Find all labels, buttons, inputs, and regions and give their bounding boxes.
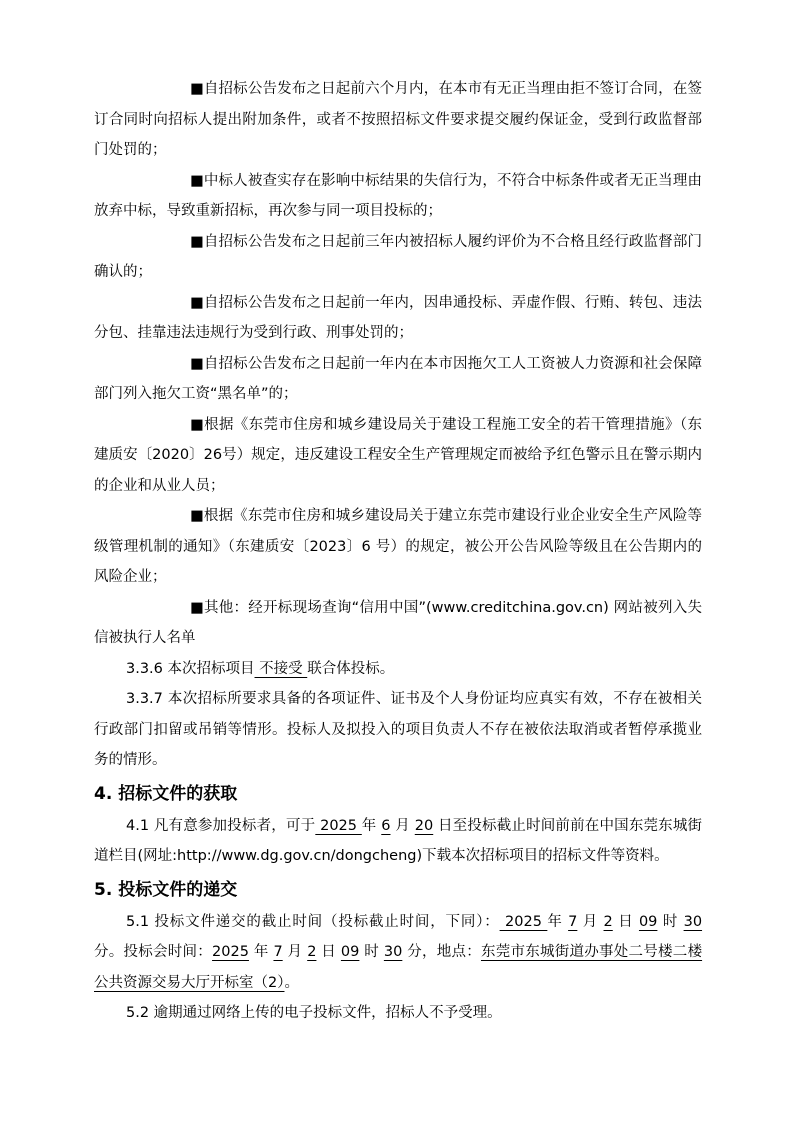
bullet-paragraph bbox=[94, 227, 702, 288]
text-run: ■其他：经开标现场查询“信用中国”(www.creditchina.gov.cn) 网站被列入失信被执行人名单 bbox=[94, 599, 702, 646]
text-run: 。 bbox=[284, 974, 299, 991]
filled-blank: 2 bbox=[307, 944, 317, 960]
filled-blank: 2025 bbox=[499, 913, 548, 930]
text-run: 月 bbox=[390, 817, 415, 834]
text-run: 分，地点： bbox=[402, 944, 481, 960]
document-body bbox=[94, 74, 702, 1029]
text-run: ■自招标公告发布之日起前一年内，因串通投标、弄虚作假、行贿、转包、违法分包、挂靠违法违规行为受到行政、刑事处罚的； bbox=[94, 294, 702, 341]
bullet-paragraph bbox=[94, 410, 702, 502]
filled-blank: 09 bbox=[340, 944, 360, 960]
text-run: 月 bbox=[577, 913, 604, 930]
filled-blank: 30 bbox=[683, 913, 703, 930]
bullet-paragraph bbox=[94, 288, 702, 349]
text-run: 4. 招标文件的获取 bbox=[94, 783, 238, 804]
text-run: 年 bbox=[361, 817, 382, 834]
text-run: 年 bbox=[547, 913, 569, 930]
text-run: 日 bbox=[316, 944, 341, 960]
text-run: 5. 投标文件的递交 bbox=[94, 879, 238, 900]
text-run: 4.1 凡有意参加投标者，可于 bbox=[126, 817, 316, 834]
text-run: ■自招标公告发布之日起前一年内在本市因拖欠工人工资被人力资源和社会保障部门列入拖欠工资“黑名单”的； bbox=[94, 355, 702, 402]
text-run: 3.3.6 本次招标项目 bbox=[126, 660, 255, 677]
text-run: 日 bbox=[612, 913, 639, 930]
text-run: 联合体投标。 bbox=[307, 660, 395, 677]
bullet-paragraph bbox=[94, 166, 702, 227]
text-run: 时 bbox=[359, 944, 384, 960]
filled-blank: 30 bbox=[383, 944, 403, 960]
filled-blank: 2025 bbox=[212, 944, 249, 960]
text-run: 5.2 逾期通过网络上传的电子投标文件，招标人不予受理。 bbox=[126, 1005, 502, 1021]
filled-blank: 6 bbox=[381, 817, 391, 834]
numbered-paragraph bbox=[94, 907, 702, 999]
text-run: ■根据《东莞市住房和城乡建设局关于建立东莞市建设行业企业安全生产风险等级管理机制的通知》（东建质安〔2023〕6 号）的规定，被公开公告风险等级且在公告期内的风险企业； bbox=[94, 508, 702, 585]
text-run: ■中标人被查实存在影响中标结果的失信行为，不符合中标条件或者无正当理由放弃中标，导致重新招标，再次参与同一项目投标的； bbox=[94, 172, 702, 219]
filled-blank: 7 bbox=[568, 913, 578, 930]
numbered-paragraph bbox=[94, 684, 702, 776]
numbered-paragraph bbox=[94, 998, 702, 1029]
text-run: ■自招标公告发布之日起前三年内被招标人履约评价为不合格且经行政监督部门确认的； bbox=[94, 233, 702, 280]
bullet-paragraph bbox=[94, 501, 702, 593]
text-run: 月 bbox=[282, 944, 308, 960]
filled-blank: 7 bbox=[273, 944, 283, 960]
numbered-paragraph bbox=[94, 654, 702, 685]
filled-blank: 20 bbox=[414, 817, 434, 834]
bullet-paragraph bbox=[94, 593, 702, 654]
filled-blank: 2025 bbox=[315, 817, 362, 834]
filled-blank: 2 bbox=[603, 913, 613, 930]
filled-blank: 东莞市东城街道办事处二号楼二楼公共资源交易大厅开标室（2） bbox=[94, 944, 703, 991]
bullet-paragraph bbox=[94, 349, 702, 410]
text-run: ■自招标公告发布之日起前六个月内，在本市有无正当理由拒不签订合同，在签订合同时向招标人提出附加条件，或者不按照招标文件要求提交履约保证金，受到行政监督部门处罚的； bbox=[94, 81, 702, 158]
bullet-paragraph bbox=[94, 74, 702, 166]
text-run: 5.1 投标文件递交的截止时间（投标截止时间，下同）： bbox=[126, 913, 500, 930]
section-heading bbox=[94, 779, 702, 809]
text-run: ■根据《东莞市住房和城乡建设局关于建设工程施工安全的若干管理措施》（东建质安〔2020〕26号）规定，违反建设工程安全生产管理规定而被给予红色警示且在警示期内的企业和从业人员； bbox=[94, 416, 702, 494]
section-heading bbox=[94, 875, 702, 905]
numbered-paragraph bbox=[94, 811, 702, 872]
text-run: 3.3.7 本次招标所要求具备的各项证件、证书及个人身份证均应真实有效，不存在被相关行政部门扣留或吊销等情形。投标人及拟投入的项目负责人不存在被依法取消或者暂停承揽业务的情形。 bbox=[94, 691, 702, 768]
text-run: 年 bbox=[248, 944, 274, 960]
filled-blank: 不接受 bbox=[254, 660, 308, 677]
text-run: 日至投标截止时间前前在中国东莞东城街道栏目(网址:http://www.dg.gov.cn/dongcheng)下载本次招标项目的招标文件等资料。 bbox=[94, 817, 703, 864]
filled-blank: 09 bbox=[638, 913, 658, 930]
text-run: 时 bbox=[657, 913, 684, 930]
text-run: 分。投标会时间： bbox=[94, 944, 213, 960]
